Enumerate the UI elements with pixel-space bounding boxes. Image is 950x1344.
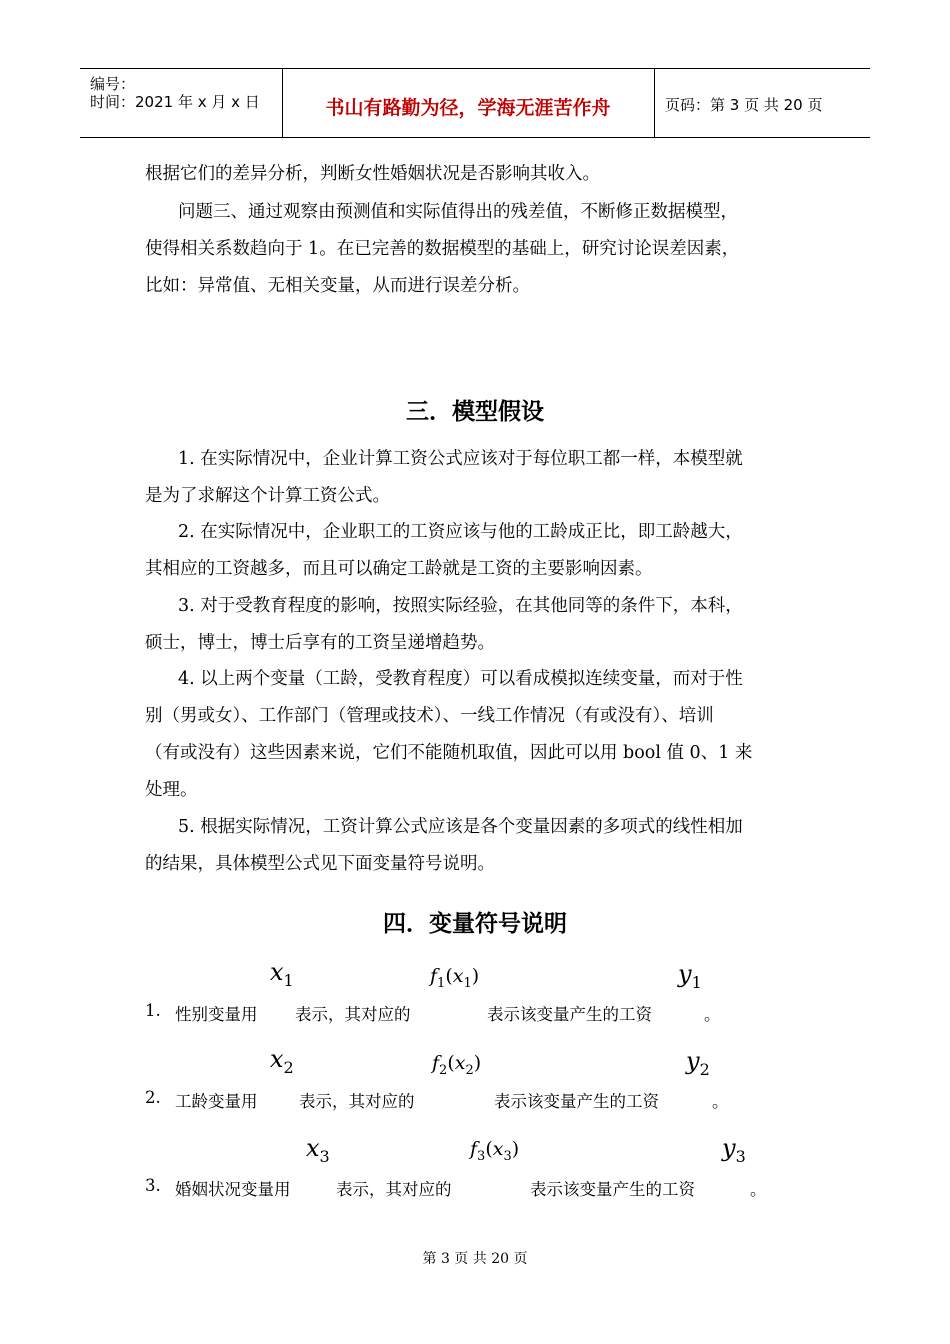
paragraph-line: 比如：异常值、无相关变量，从而进行误差分析。 bbox=[145, 276, 530, 296]
symbol-f-of-x: $f_3(x_3)$ bbox=[470, 1138, 520, 1164]
assumption-line: 1. 在实际情况中，企业计算工资公式应该对于每位职工都一样，本模型就 bbox=[178, 449, 743, 469]
paragraph-line: 使得相关系数趋向于 1。在已完善的数据模型的基础上，研究讨论误差因素， bbox=[145, 239, 740, 259]
variable-item-text: 工龄变量用 bbox=[175, 1092, 258, 1111]
paragraph-line: 根据它们的差异分析，判断女性婚姻状况是否影响其收入。 bbox=[145, 164, 600, 184]
symbol-y: $y_3$ bbox=[722, 1134, 746, 1166]
assumption-line: 处理。 bbox=[145, 780, 198, 800]
variable-item-number: 2. bbox=[145, 1088, 161, 1107]
variable-item-number: 1. bbox=[145, 1001, 161, 1020]
variable-item-text: 婚姻状况变量用 bbox=[175, 1180, 291, 1199]
variable-item-end: 。 bbox=[704, 1005, 721, 1024]
header-motto: 书山有路勤为径，学海无涯苦作舟 bbox=[325, 97, 611, 119]
variable-item-text: 表示，其对应的 bbox=[299, 1092, 415, 1111]
variable-item-end: 。 bbox=[750, 1180, 767, 1199]
header-left-cell bbox=[80, 69, 283, 137]
header-page-info: 页码：第 3 页 共 20 页 bbox=[665, 96, 823, 114]
assumption-line: 2. 在实际情况中，企业职工的工资应该与他的工龄成正比，即工龄越大， bbox=[178, 522, 743, 542]
assumption-line: 其相应的工资越多，而且可以确定工龄就是工资的主要影响因素。 bbox=[145, 559, 653, 579]
variable-item-text: 表示该变量产生的工资 bbox=[494, 1092, 659, 1111]
variable-item-text: 表示，其对应的 bbox=[295, 1005, 411, 1024]
symbol-x: $x_1$ bbox=[270, 958, 294, 990]
document-number-label: 编号： bbox=[90, 75, 136, 93]
page-header bbox=[80, 68, 870, 138]
page-footer: 第 3 页 共 20 页 bbox=[422, 1251, 528, 1267]
symbol-x: $x_2$ bbox=[270, 1045, 294, 1077]
section-heading-assumptions: 三．模型假设 bbox=[406, 399, 544, 425]
header-motto-cell bbox=[282, 69, 655, 137]
assumption-line: 的结果，具体模型公式见下面变量符号说明。 bbox=[145, 854, 495, 874]
symbol-y: $y_1$ bbox=[678, 960, 702, 992]
assumption-line: 4. 以上两个变量（工龄，受教育程度）可以看成模拟连续变量，而对于性 bbox=[178, 669, 743, 689]
variable-item-text: 表示该变量产生的工资 bbox=[487, 1005, 652, 1024]
variable-item-number: 3. bbox=[145, 1176, 161, 1195]
section-heading-variables: 四．变量符号说明 bbox=[383, 911, 567, 937]
variable-item-end: 。 bbox=[712, 1092, 729, 1111]
document-date: 时间：2021 年 x 月 x 日 bbox=[90, 93, 260, 111]
assumption-line: 硕士，博士，博士后享有的工资呈递增趋势。 bbox=[145, 633, 495, 653]
assumption-line: 是为了求解这个计算工资公式。 bbox=[145, 486, 390, 506]
assumption-line: 3. 对于受教育程度的影响，按照实际经验，在其他同等的条件下，本科， bbox=[178, 596, 743, 616]
assumption-line: 别（男或女）、工作部门（管理或技术）、一线工作情况（有或没有）、培训 bbox=[145, 706, 714, 726]
symbol-y: $y_2$ bbox=[686, 1047, 710, 1079]
header-right-cell bbox=[655, 69, 870, 137]
variable-item-text: 性别变量用 bbox=[175, 1005, 258, 1024]
variable-item-text: 表示，其对应的 bbox=[336, 1180, 452, 1199]
assumption-line: 5. 根据实际情况，工资计算公式应该是各个变量因素的多项式的线性相加 bbox=[178, 817, 743, 837]
variable-item-text: 表示该变量产生的工资 bbox=[530, 1180, 695, 1199]
assumption-line: （有或没有）这些因素来说，它们不能随机取值，因此可以用 bool 值 0、1 来 bbox=[145, 743, 753, 763]
symbol-f-of-x: $f_1(x_1)$ bbox=[430, 965, 480, 991]
paragraph-line: 问题三、通过观察由预测值和实际值得出的残差值，不断修正数据模型， bbox=[178, 202, 738, 222]
symbol-f-of-x: $f_2(x_2)$ bbox=[432, 1052, 482, 1078]
symbol-x: $x_3$ bbox=[306, 1134, 330, 1166]
